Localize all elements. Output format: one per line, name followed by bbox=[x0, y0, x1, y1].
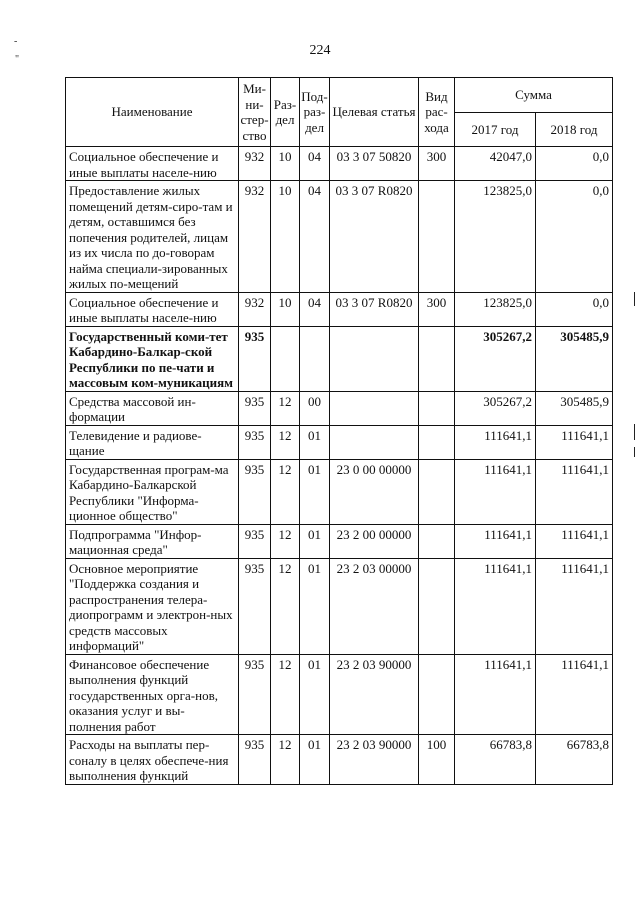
table-row bbox=[66, 425, 613, 459]
cell-subsection: 04 bbox=[300, 147, 330, 181]
cell-name: Подпрограмма "Инфор-мационная среда" bbox=[66, 524, 239, 558]
table-row bbox=[66, 147, 613, 181]
cell-target bbox=[330, 391, 419, 425]
cell-ministry: 935 bbox=[239, 654, 271, 735]
header-expense-type: Вид рас-хода bbox=[419, 78, 455, 147]
cell-target bbox=[330, 425, 419, 459]
cell-expense-type bbox=[419, 558, 455, 654]
cell-subsection: 04 bbox=[300, 292, 330, 326]
cell-sum-2018: 0,0 bbox=[536, 181, 613, 293]
cell-sum-2018: 111641,1 bbox=[536, 459, 613, 524]
table-row bbox=[66, 558, 613, 654]
cell-ministry: 935 bbox=[239, 524, 271, 558]
cell-ministry: 932 bbox=[239, 292, 271, 326]
cell-sum-2018: 305485,9 bbox=[536, 391, 613, 425]
header-year-2018: 2018 год bbox=[536, 113, 613, 147]
table-row bbox=[66, 524, 613, 558]
cell-name: Средства массовой ин-формации bbox=[66, 391, 239, 425]
cell-section: 12 bbox=[271, 425, 300, 459]
table-row bbox=[66, 326, 613, 391]
cell-subsection bbox=[300, 326, 330, 391]
cell-sum-2018: 111641,1 bbox=[536, 558, 613, 654]
cell-expense-type bbox=[419, 326, 455, 391]
header-sum: Сумма bbox=[455, 78, 613, 113]
cell-expense-type bbox=[419, 524, 455, 558]
cell-ministry: 932 bbox=[239, 147, 271, 181]
cell-section: 12 bbox=[271, 391, 300, 425]
cell-sum-2018: 0,0 bbox=[536, 292, 613, 326]
table-row bbox=[66, 459, 613, 524]
cell-expense-type: 300 bbox=[419, 147, 455, 181]
cell-target: 03 3 07 50820 bbox=[330, 147, 419, 181]
cell-target: 03 3 07 R0820 bbox=[330, 292, 419, 326]
cell-subsection: 01 bbox=[300, 524, 330, 558]
header-subsection: Под-раз-дел bbox=[300, 78, 330, 147]
cell-sum-2017: 111641,1 bbox=[455, 654, 536, 735]
table-row bbox=[66, 735, 613, 785]
cell-target: 23 2 03 00000 bbox=[330, 558, 419, 654]
cell-ministry: 935 bbox=[239, 459, 271, 524]
cell-sum-2017: 111641,1 bbox=[455, 425, 536, 459]
cell-name: Финансовое обеспечение выполнения функций государственных орга-нов, оказания услуг и вы-полнения работ bbox=[66, 654, 239, 735]
cell-section: 10 bbox=[271, 147, 300, 181]
scan-mark: - bbox=[14, 36, 18, 47]
cell-ministry: 935 bbox=[239, 558, 271, 654]
cell-section bbox=[271, 326, 300, 391]
cell-ministry: 935 bbox=[239, 326, 271, 391]
cell-subsection: 01 bbox=[300, 654, 330, 735]
cell-sum-2017: 42047,0 bbox=[455, 147, 536, 181]
scan-edge-mark bbox=[634, 292, 635, 306]
scan-mark: " bbox=[15, 54, 20, 65]
budget-table bbox=[65, 77, 613, 785]
cell-expense-type bbox=[419, 459, 455, 524]
cell-name: Основное мероприятие "Поддержка создания и распространения телера-диопрограмм и электрон-ных средств массовых информаций" bbox=[66, 558, 239, 654]
cell-sum-2017: 305267,2 bbox=[455, 391, 536, 425]
cell-name: Телевидение и радиове-щание bbox=[66, 425, 239, 459]
scan-edge-mark bbox=[634, 447, 635, 457]
cell-expense-type bbox=[419, 654, 455, 735]
cell-subsection: 00 bbox=[300, 391, 330, 425]
cell-expense-type bbox=[419, 391, 455, 425]
cell-section: 12 bbox=[271, 459, 300, 524]
table-row bbox=[66, 181, 613, 293]
cell-sum-2018: 111641,1 bbox=[536, 524, 613, 558]
cell-expense-type bbox=[419, 425, 455, 459]
cell-section: 10 bbox=[271, 181, 300, 293]
table-body bbox=[66, 147, 613, 785]
cell-sum-2018: 111641,1 bbox=[536, 654, 613, 735]
scan-edge-mark bbox=[634, 424, 635, 440]
cell-target: 23 2 03 90000 bbox=[330, 654, 419, 735]
cell-target: 03 3 07 R0820 bbox=[330, 181, 419, 293]
header-year-2017: 2017 год bbox=[455, 113, 536, 147]
cell-sum-2017: 305267,2 bbox=[455, 326, 536, 391]
cell-sum-2018: 305485,9 bbox=[536, 326, 613, 391]
cell-section: 12 bbox=[271, 558, 300, 654]
cell-ministry: 932 bbox=[239, 181, 271, 293]
cell-sum-2017: 111641,1 bbox=[455, 558, 536, 654]
page-number: 224 bbox=[309, 43, 331, 58]
cell-sum-2017: 123825,0 bbox=[455, 181, 536, 293]
cell-target: 23 2 00 00000 bbox=[330, 524, 419, 558]
cell-section: 10 bbox=[271, 292, 300, 326]
cell-target bbox=[330, 326, 419, 391]
cell-subsection: 04 bbox=[300, 181, 330, 293]
cell-name: Социальное обеспечение и иные выплаты населе-нию bbox=[66, 147, 239, 181]
cell-target: 23 0 00 00000 bbox=[330, 459, 419, 524]
table-row bbox=[66, 654, 613, 735]
cell-subsection: 01 bbox=[300, 558, 330, 654]
table-row bbox=[66, 292, 613, 326]
table-row bbox=[66, 391, 613, 425]
cell-target: 23 2 03 90000 bbox=[330, 735, 419, 785]
cell-name: Государственная програм-ма Кабардино-Балкарской Республики "Информа-ционное общество" bbox=[66, 459, 239, 524]
cell-sum-2017: 111641,1 bbox=[455, 459, 536, 524]
cell-subsection: 01 bbox=[300, 425, 330, 459]
header-section: Раз-дел bbox=[271, 78, 300, 147]
cell-sum-2018: 111641,1 bbox=[536, 425, 613, 459]
cell-ministry: 935 bbox=[239, 425, 271, 459]
cell-ministry: 935 bbox=[239, 391, 271, 425]
cell-expense-type: 100 bbox=[419, 735, 455, 785]
cell-sum-2017: 66783,8 bbox=[455, 735, 536, 785]
cell-ministry: 935 bbox=[239, 735, 271, 785]
cell-sum-2017: 123825,0 bbox=[455, 292, 536, 326]
cell-name: Расходы на выплаты пер-соналу в целях обеспече-ния выполнения функций bbox=[66, 735, 239, 785]
cell-sum-2018: 0,0 bbox=[536, 147, 613, 181]
cell-expense-type: 300 bbox=[419, 292, 455, 326]
cell-subsection: 01 bbox=[300, 735, 330, 785]
cell-subsection: 01 bbox=[300, 459, 330, 524]
cell-name: Предоставление жилых помещений детям-сиро-там и детям, оставшимся без попечения родителей, лицам из их числа по до-говорам найма специали-зированных жилых по-мещений bbox=[66, 181, 239, 293]
cell-name: Государственный коми-тет Кабардино-Балкар-ской Республики по пе-чати и массовым ком-муникациям bbox=[66, 326, 239, 391]
cell-section: 12 bbox=[271, 524, 300, 558]
cell-section: 12 bbox=[271, 654, 300, 735]
header-target: Целевая статья bbox=[330, 78, 419, 147]
cell-section: 12 bbox=[271, 735, 300, 785]
cell-name: Социальное обеспечение и иные выплаты населе-нию bbox=[66, 292, 239, 326]
cell-sum-2017: 111641,1 bbox=[455, 524, 536, 558]
cell-sum-2018: 66783,8 bbox=[536, 735, 613, 785]
header-name: Наименование bbox=[66, 78, 239, 147]
header-ministry: Ми-ни-стер-ство bbox=[239, 78, 271, 147]
cell-expense-type bbox=[419, 181, 455, 293]
